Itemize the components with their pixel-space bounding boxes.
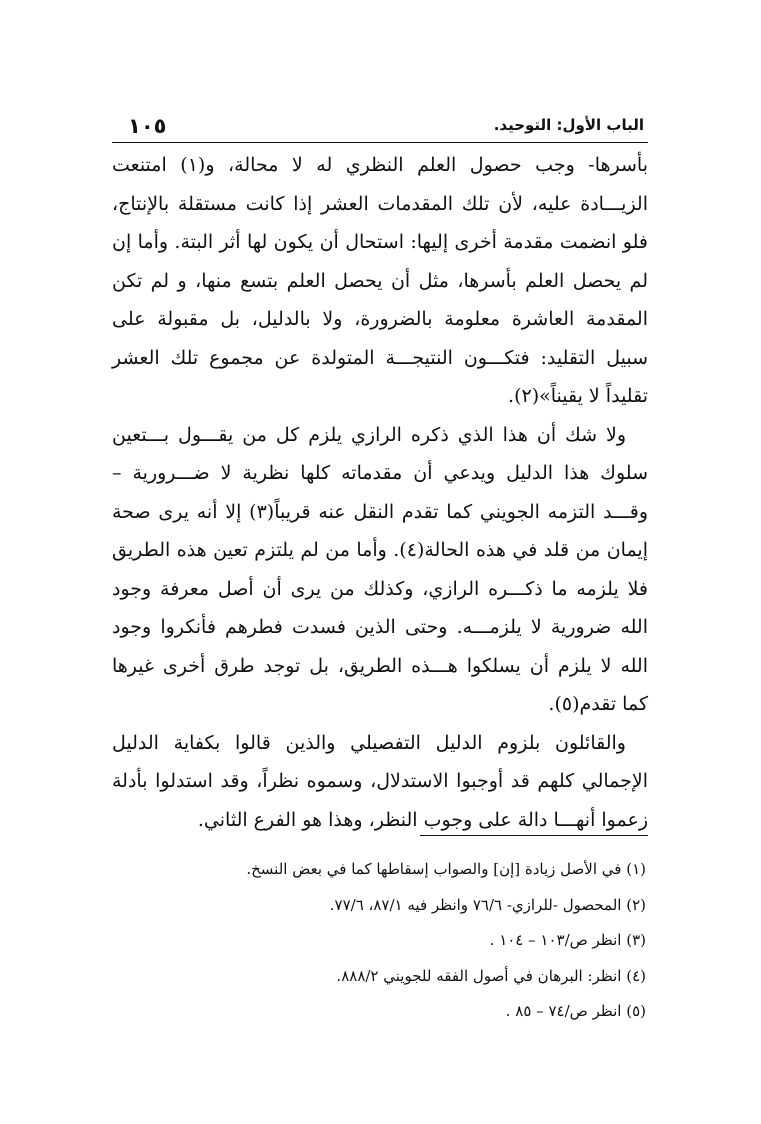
- footnote: (٥) انظر ص/٧٤ – ٨٥ .: [505, 1002, 646, 1020]
- footnote: (٢) المحصول -للرازي- ٧٦/٦ وانظر فيه ٨٧/١، ٧٧/٦.: [329, 895, 646, 914]
- footnote: (٤) انظر: البرهان في أصول الفقه للجويني ٨٨٨/٢.: [336, 966, 646, 985]
- main-text: [112, 146, 648, 839]
- footnote: (١) في الأصل زيادة [إن] والصواب إسقاطها كما في بعض النسخ.: [246, 860, 646, 878]
- page-number: ١٠٥: [128, 114, 167, 138]
- paragraph: ولا شك أن هذا الذي ذكره الرازي يلزم كل من يقـــول بـــتعين سلوك هذا الدليل ويدعي أن مقدماته كلها نظرية لا ضـــرورية – وقـــد التزمه الجويني كما تقدم النقل عنه قريباً(٣) إلا أنه يرى صحة إيمان من قلد في هذه الحالة(٤). وأما من لم يلتزم تعين هذه الطريق فلا يلزمه ما ذكـــره الرازي، وكذلك من يرى أن أصل معرفة وجود الله ضرورية لا يلزمـــه. وحتى الذين فسدت فطرهم فأنكروا وجود الله لا يلزم أن يسلكوا هـــذه الطريق، بل توجد طرق أخرى غيرها كما تقدم(٥).: [112, 423, 649, 715]
- footnote-separator: [420, 835, 648, 836]
- footnote: (٣) انظر ص/١٠٣ – ١٠٤ .: [489, 931, 646, 949]
- footnotes: [112, 852, 648, 1030]
- paragraph: بأسرها- وجب حصول العلم النظري له لا محالة، و(١) امتنعت الزيـــادة عليه، لأن تلك المقدمات العشر إذا كانت مستقلة بالإنتاج، فلو انضمت مقدمة أخرى إليها: استحال أن يكون لها أثر البتة. وأما إن لم يحصل العلم بأسرها، مثل أن يحصل العلم بتسع منها، و لم تكن المقدمة العاشرة معلومة بالضرورة، ولا بالدليل، بل مقبولة على سبيل التقليد: فتكـــون النتيجـــة المتولدة عن مجموع تلك العشر تقليداً لا يقيناً»(٢).: [112, 154, 649, 407]
- paragraph: والقائلون بلزوم الدليل التفصيلي والذين قالوا بكفاية الدليل الإجمالي كلهم قد أوجبوا الاستدلال، وسموه نظراً، وقد استدلوا بأدلة زعموا أنهـــا دالة على وجوب النظر، وهذا هو الفرع الثاني.: [112, 731, 648, 831]
- page-header: [112, 112, 648, 143]
- running-title: الباب الأول: التوحيد.: [493, 116, 644, 134]
